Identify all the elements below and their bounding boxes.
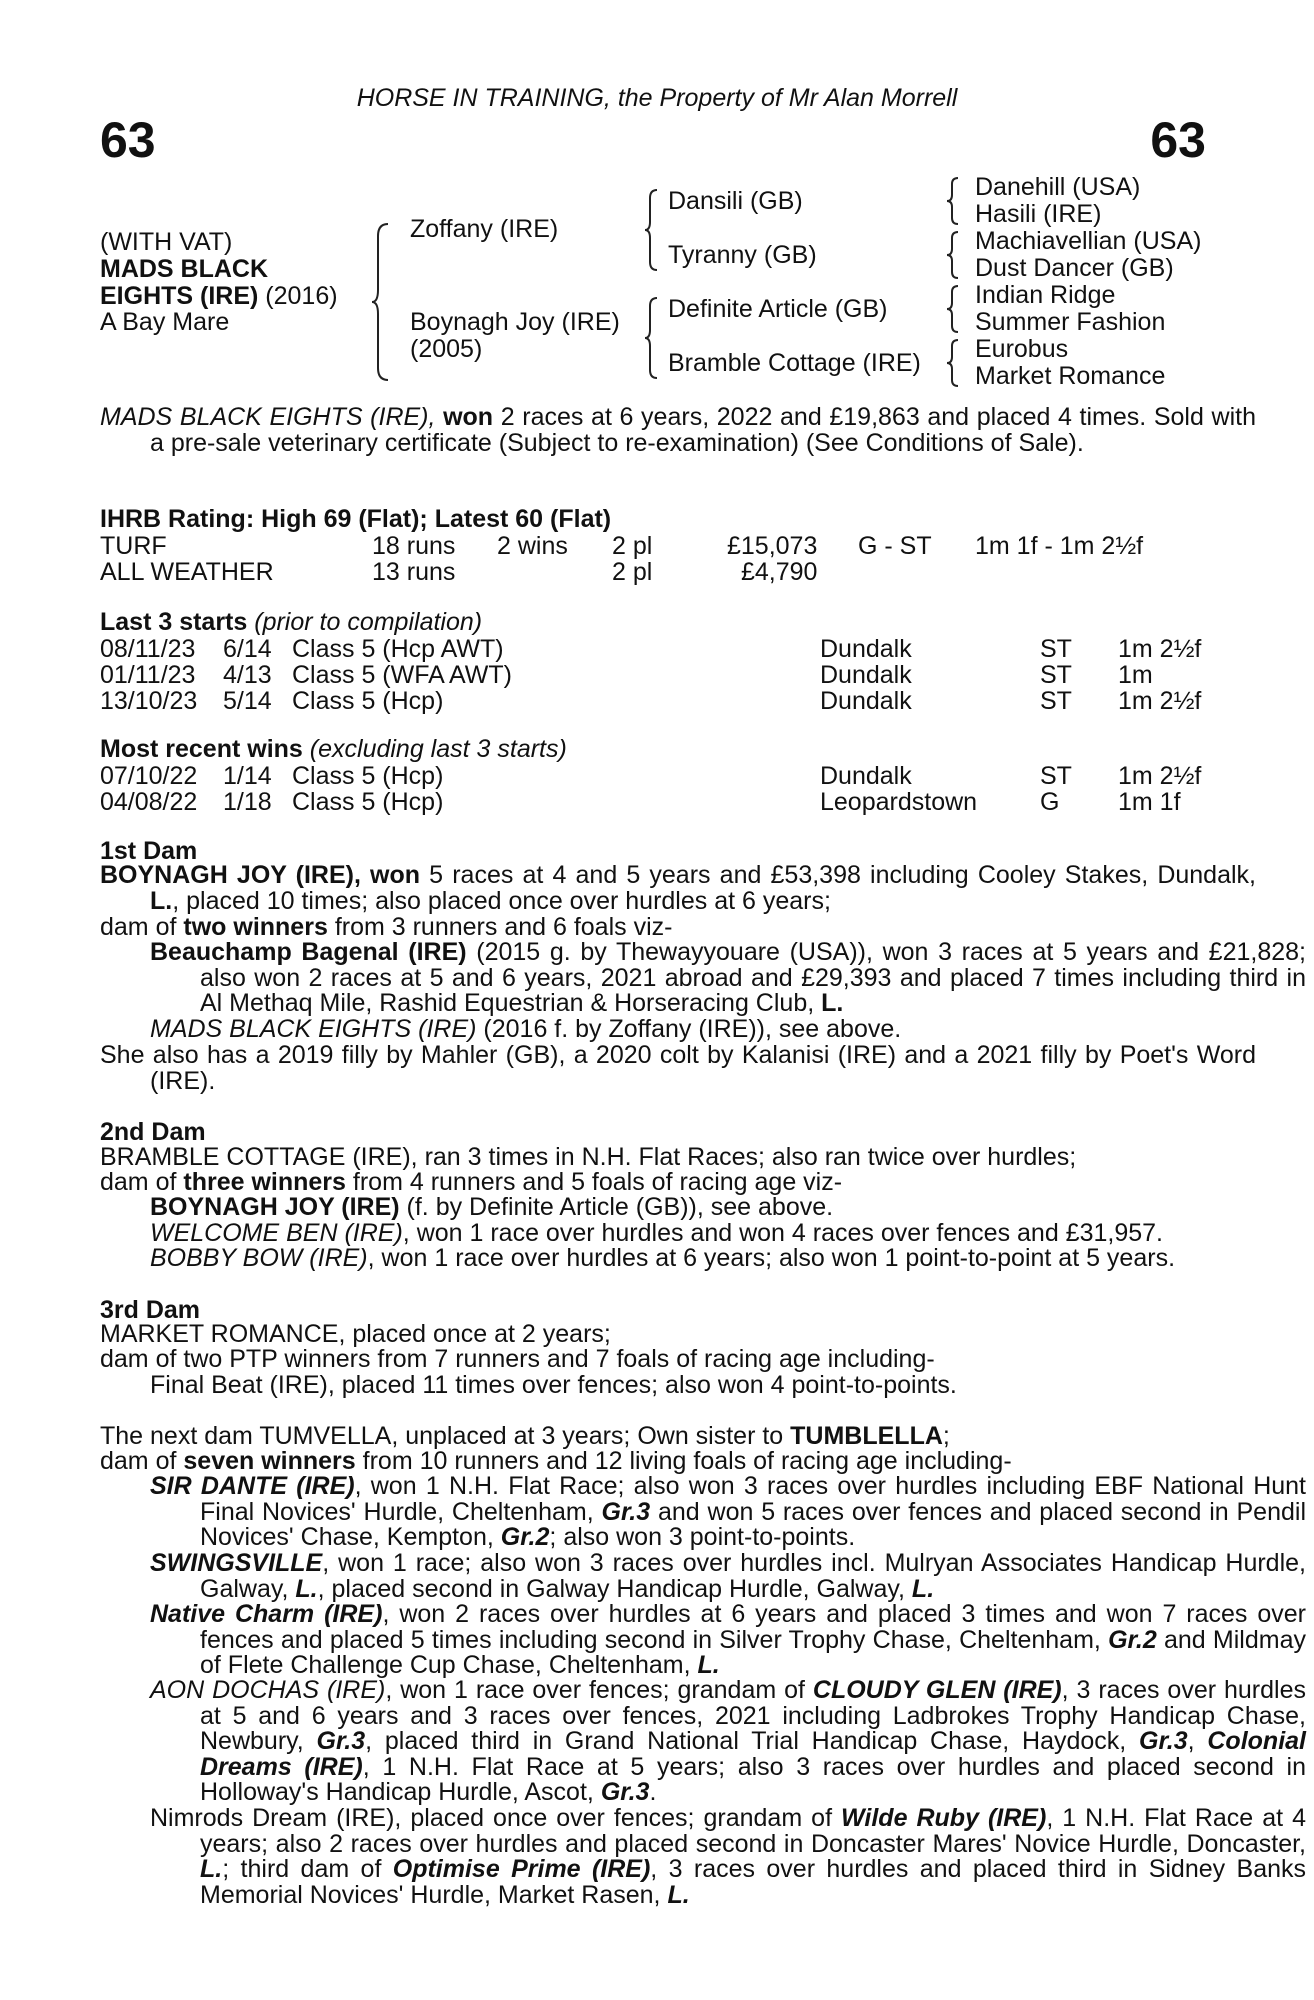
pedigree-brace [370, 222, 392, 382]
next-dam-progeny-intro: dam of seven winners from 10 runners and 12 living foals of racing age including- [100, 1447, 1012, 1475]
dam1-progeny-intro: dam of two winners from 3 runners and 6 foals viz- [100, 913, 673, 941]
win-row: 07/10/22 1/14 Class 5 (Hcp) Dundalk ST 1m 2½f [100, 762, 1202, 790]
grandparent: Hasili (IRE) [975, 200, 1102, 228]
lot-number-left: 63 [100, 112, 156, 168]
recent-wins-title: Most recent wins (excluding last 3 starts) [100, 735, 567, 763]
last-starts-title: Last 3 starts (prior to compilation) [100, 608, 483, 636]
progeny-swingsville: SWINGSVILLE, won 1 race; also won 3 races over hurdles incl. Mulryan Associates Handicap Hurdle, Galway, L., placed second in Galway Handicap Hurdle, Galway, L. [150, 1549, 1306, 1603]
dam2-title: 2nd Dam [100, 1118, 206, 1146]
progeny-sir-dante: SIR DANTE (IRE), won 1 N.H. Flat Race; also won 3 races over hurdles including EBF National Hunt Final Novices' Hurdle, Cheltenham, Gr.3 and won 5 races over fences and placed second in Pendil Novices' Chase, Kempton, Gr.2; also won 3 point-to-points. [150, 1472, 1306, 1552]
dam1-progeny-1: Beauchamp Bagenal (IRE) (2015 g. by Thewayyouare (USA)), won 3 races at 5 years and £21,828; also won 2 races at 5 and 6 years, 2021 abroad and £29,393 and placed 7 times including third in Al Methaq Mile, Rashid Equestrian & Horseracing Club, L. [150, 938, 1306, 1018]
sire-sire: Dansili (GB) [668, 187, 803, 215]
rating-row: ALL WEATHER 13 runs 2 pl £4,790 [100, 558, 818, 586]
dam2-progeny-intro: dam of three winners from 4 runners and 5 foals of racing age viz- [100, 1168, 843, 1196]
start-row: 08/11/23 6/14 Class 5 (Hcp AWT) Dundalk ST 1m 2½f [100, 635, 1202, 663]
grandparent: Market Romance [975, 362, 1166, 390]
dam2-progeny-1: BOYNAGH JOY (IRE) (f. by Definite Article (GB)), see above. [150, 1193, 834, 1221]
dam-year: (2005) [410, 335, 483, 363]
grandparent: Summer Fashion [975, 308, 1166, 336]
grandparent: Indian Ridge [975, 281, 1116, 309]
pedigree-brace [945, 176, 961, 226]
dam2-text: BRAMBLE COTTAGE (IRE), ran 3 times in N.H. Flat Races; also ran twice over hurdles; [100, 1143, 1077, 1171]
dam2-progeny-3: BOBBY BOW (IRE), won 1 race over hurdles at 6 years; also won 1 point-to-point at 5 years. [150, 1244, 1176, 1272]
dam3-progeny-1: Final Beat (IRE), placed 11 times over fences; also won 4 point-to-points. [150, 1371, 957, 1399]
dam3-text: MARKET ROMANCE, placed once at 2 years; [100, 1320, 611, 1348]
page-title: HORSE IN TRAINING, the Property of Mr Alan Morrell [356, 84, 958, 112]
start-row: 01/11/23 4/13 Class 5 (WFA AWT) Dundalk ST 1m [100, 661, 1153, 689]
pedigree-brace [945, 230, 961, 280]
dam-dam: Bramble Cottage (IRE) [668, 349, 921, 377]
dam1-text: BOYNAGH JOY (IRE), won 5 races at 4 and 5 years and £53,398 including Cooley Stakes, Dundalk, L., placed 10 times; also placed once over hurdles at 6 years; [100, 861, 1256, 915]
win-row: 04/08/22 1/18 Class 5 (Hcp) Leopardstown G 1m 1f [100, 788, 1181, 816]
horse-name-line2: EIGHTS (IRE) (2016) [100, 282, 338, 310]
horse-sex: A Bay Mare [100, 308, 230, 336]
grandparent: Machiavellian (USA) [975, 227, 1202, 255]
next-dam-text: The next dam TUMVELLA, unplaced at 3 years; Own sister to TUMBLELLA; [100, 1422, 950, 1450]
grandparent: Eurobus [975, 335, 1069, 363]
progeny-native-charm: Native Charm (IRE), won 2 races over hurdles at 6 years and placed 3 times and won 7 races over fences and placed 5 times including second in Silver Trophy Chase, Cheltenham, Gr.2 and Mildmay of Flete Challenge Cup Chase, Cheltenham, L. [150, 1600, 1306, 1680]
dam1-title: 1st Dam [100, 837, 198, 865]
vat-label: (WITH VAT) [100, 228, 233, 256]
grandparent: Danehill (USA) [975, 173, 1141, 201]
pedigree-brace [945, 284, 961, 334]
start-row: 13/10/23 5/14 Class 5 (Hcp) Dundalk ST 1m 2½f [100, 687, 1202, 715]
dam-name: Boynagh Joy (IRE) [410, 308, 620, 336]
dam3-text2: dam of two PTP winners from 7 runners and 7 foals of racing age including- [100, 1345, 935, 1373]
dam3-title: 3rd Dam [100, 1296, 201, 1324]
dam1-progeny-2: MADS BLACK EIGHTS (IRE) (2016 f. by Zoffany (IRE)), see above. [150, 1015, 902, 1043]
progeny-nimrods-dream: Nimrods Dream (IRE), placed once over fences; grandam of Wilde Ruby (IRE), 1 N.H. Flat Race at 4 years; also 2 races over hurdles and placed second in Doncaster Mares' Novice Hurdle, Doncaster, L.; third dam of Optimise Prime (IRE), 3 races over hurdles and placed third in Sidney Banks Memorial Novices' Hurdle, Market Rasen, L. [150, 1804, 1306, 1909]
dam1-also: She also has a 2019 filly by Mahler (GB), a 2020 colt by Kalanisi (IRE) and a 2021 filly by Poet's Word (IRE). [100, 1041, 1256, 1095]
sire-name: Zoffany (IRE) [410, 215, 559, 243]
race-summary: MADS BLACK EIGHTS (IRE), won 2 races at 6 years, 2022 and £19,863 and placed 4 times. Sold with a pre-sale veterinary certificate (Subject to re-examination) (See Conditions of Sale). [100, 403, 1256, 457]
pedigree-brace [643, 296, 661, 380]
grandparent: Dust Dancer (GB) [975, 254, 1174, 282]
pedigree-brace [945, 338, 961, 388]
sire-dam: Tyranny (GB) [668, 241, 817, 269]
dam2-progeny-2: WELCOME BEN (IRE), won 1 race over hurdles and won 4 races over fences and £31,957. [150, 1219, 1163, 1247]
dam-sire: Definite Article (GB) [668, 295, 888, 323]
pedigree-brace [643, 188, 661, 272]
horse-name-line1: MADS BLACK [100, 255, 269, 283]
rating-row: TURF 18 runs 2 wins 2 pl £15,073 G - ST 1m 1f - 1m 2½f [100, 532, 1144, 560]
lot-number-right: 63 [1150, 112, 1206, 168]
ihrb-rating-title: IHRB Rating: High 69 (Flat); Latest 60 (Flat) [100, 505, 612, 533]
progeny-aon-dochas: AON DOCHAS (IRE), won 1 race over fences; grandam of CLOUDY GLEN (IRE), 3 races over hurdles at 5 and 6 years and 3 races over fences, 2021 including Ladbrokes Trophy Handicap Chase, Newbury, Gr.3, placed third in Grand National Trial Handicap Chase, Haydock, Gr.3, Colonial Dreams (IRE), 1 N.H. Flat Race at 5 years; also 3 races over hurdles and placed second in Holloway's Handicap Hurdle, Ascot, Gr.3. [150, 1676, 1306, 1807]
